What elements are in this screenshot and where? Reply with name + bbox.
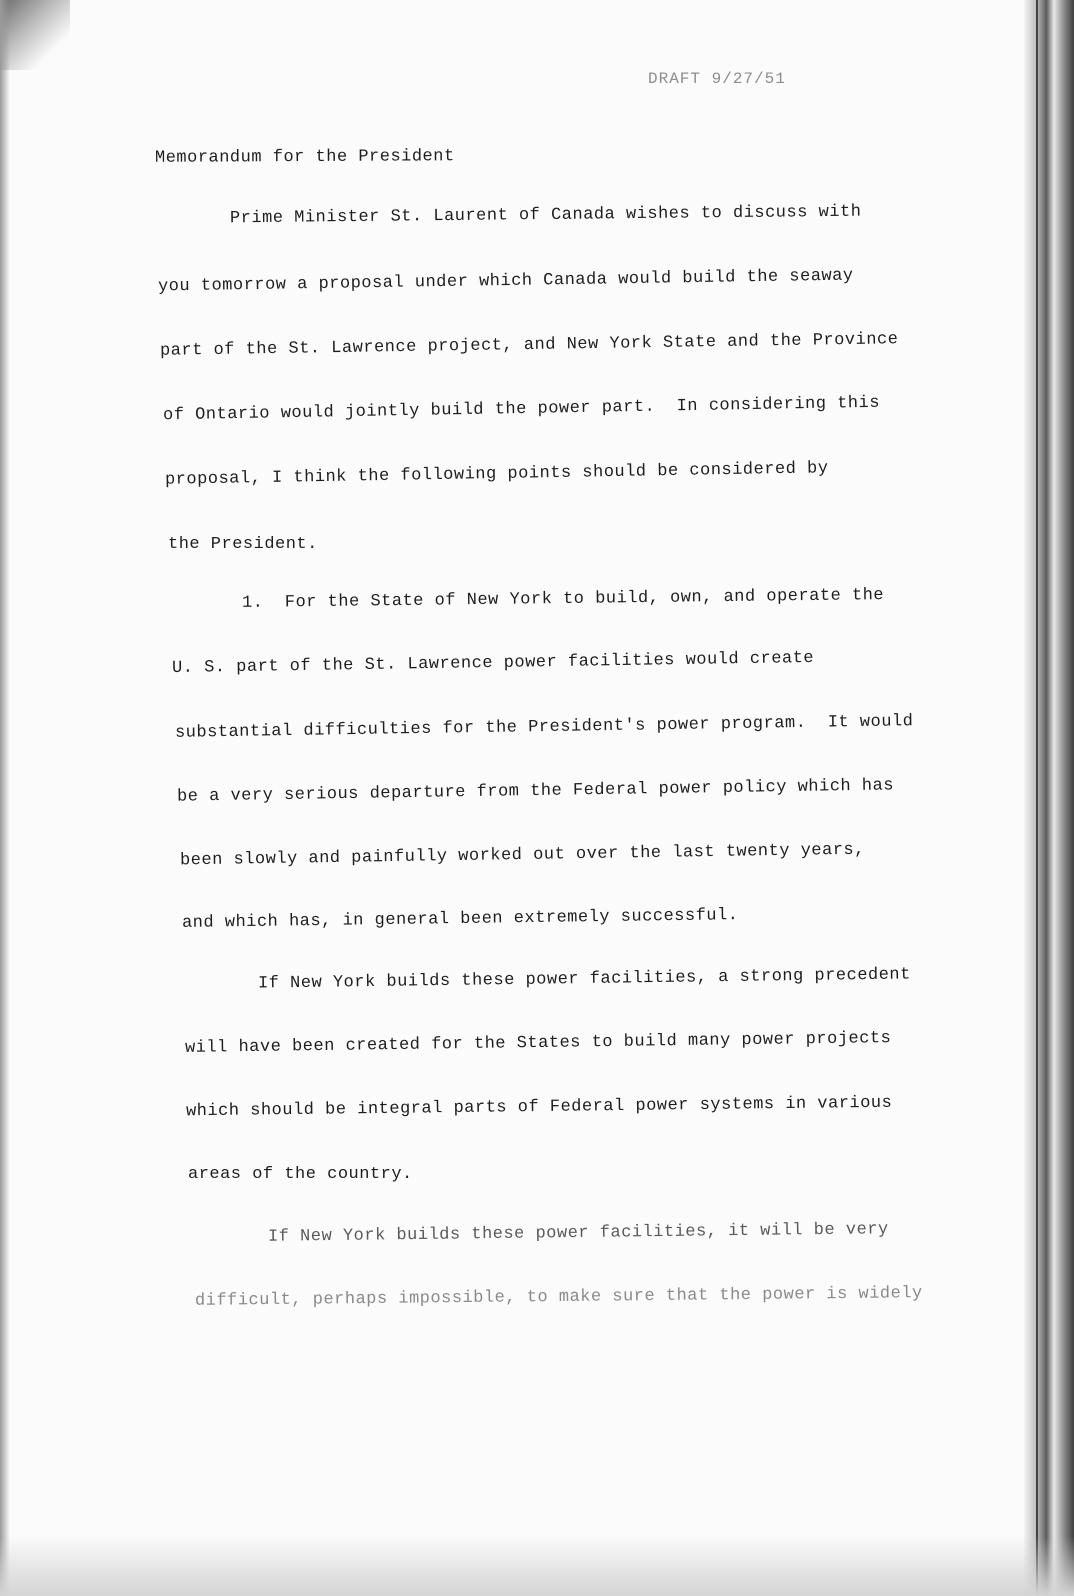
para-3-line-1: If New York builds these power facilities, it will be very [267,1220,889,1247]
draft-date-mark: DRAFT 9/27/51 [648,70,786,88]
body-line-1: Prime Minister St. Laurent of Canada wishes to discuss with [229,202,862,229]
scan-edge-line [1036,0,1038,1596]
body-line-5: proposal, I think the following points should be considered by [164,459,829,490]
point-1-line-5: been slowly and painfully worked out over the last twenty years, [179,840,866,871]
para-2-line-3: which should be integral parts of Federal power systems in various [185,1093,893,1122]
para-2-line-4: areas of the country. [188,1165,413,1184]
point-1-line-3: substantial difficulties for the President's power program. It would [174,712,914,743]
body-line-6: the President. [168,535,318,554]
body-line-2: you tomorrow a proposal under which Canada would build the seaway [157,266,854,297]
scan-shadow-corner [0,0,70,70]
body-line-4: of Ontario would jointly build the power part. In considering this [162,393,881,426]
para-3-line-2: difficult, perhaps impossible, to make sure that the power is widely [194,1284,923,1311]
memo-heading: Memorandum for the President [154,147,455,168]
point-1-line-6: and which has, in general been extremely successful. [181,906,739,933]
point-1-line-4: be a very serious departure from the Federal power policy which has [176,776,895,807]
body-line-3: part of the St. Lawrence project, and New York State and the Province [159,330,899,361]
scan-shadow-bottom [0,1536,1074,1596]
scan-shadow-left [0,0,10,1596]
para-2-line-1: If New York builds these power facilities, a strong precedent [257,965,911,994]
para-2-line-2: will have been created for the States to build many power projects [184,1029,892,1058]
point-1-line-1: 1. For the State of New York to build, own, and operate the [241,586,885,613]
point-1-line-2: U. S. part of the St. Lawrence power facilities would create [171,648,815,679]
scan-shadow-right [1024,0,1074,1596]
